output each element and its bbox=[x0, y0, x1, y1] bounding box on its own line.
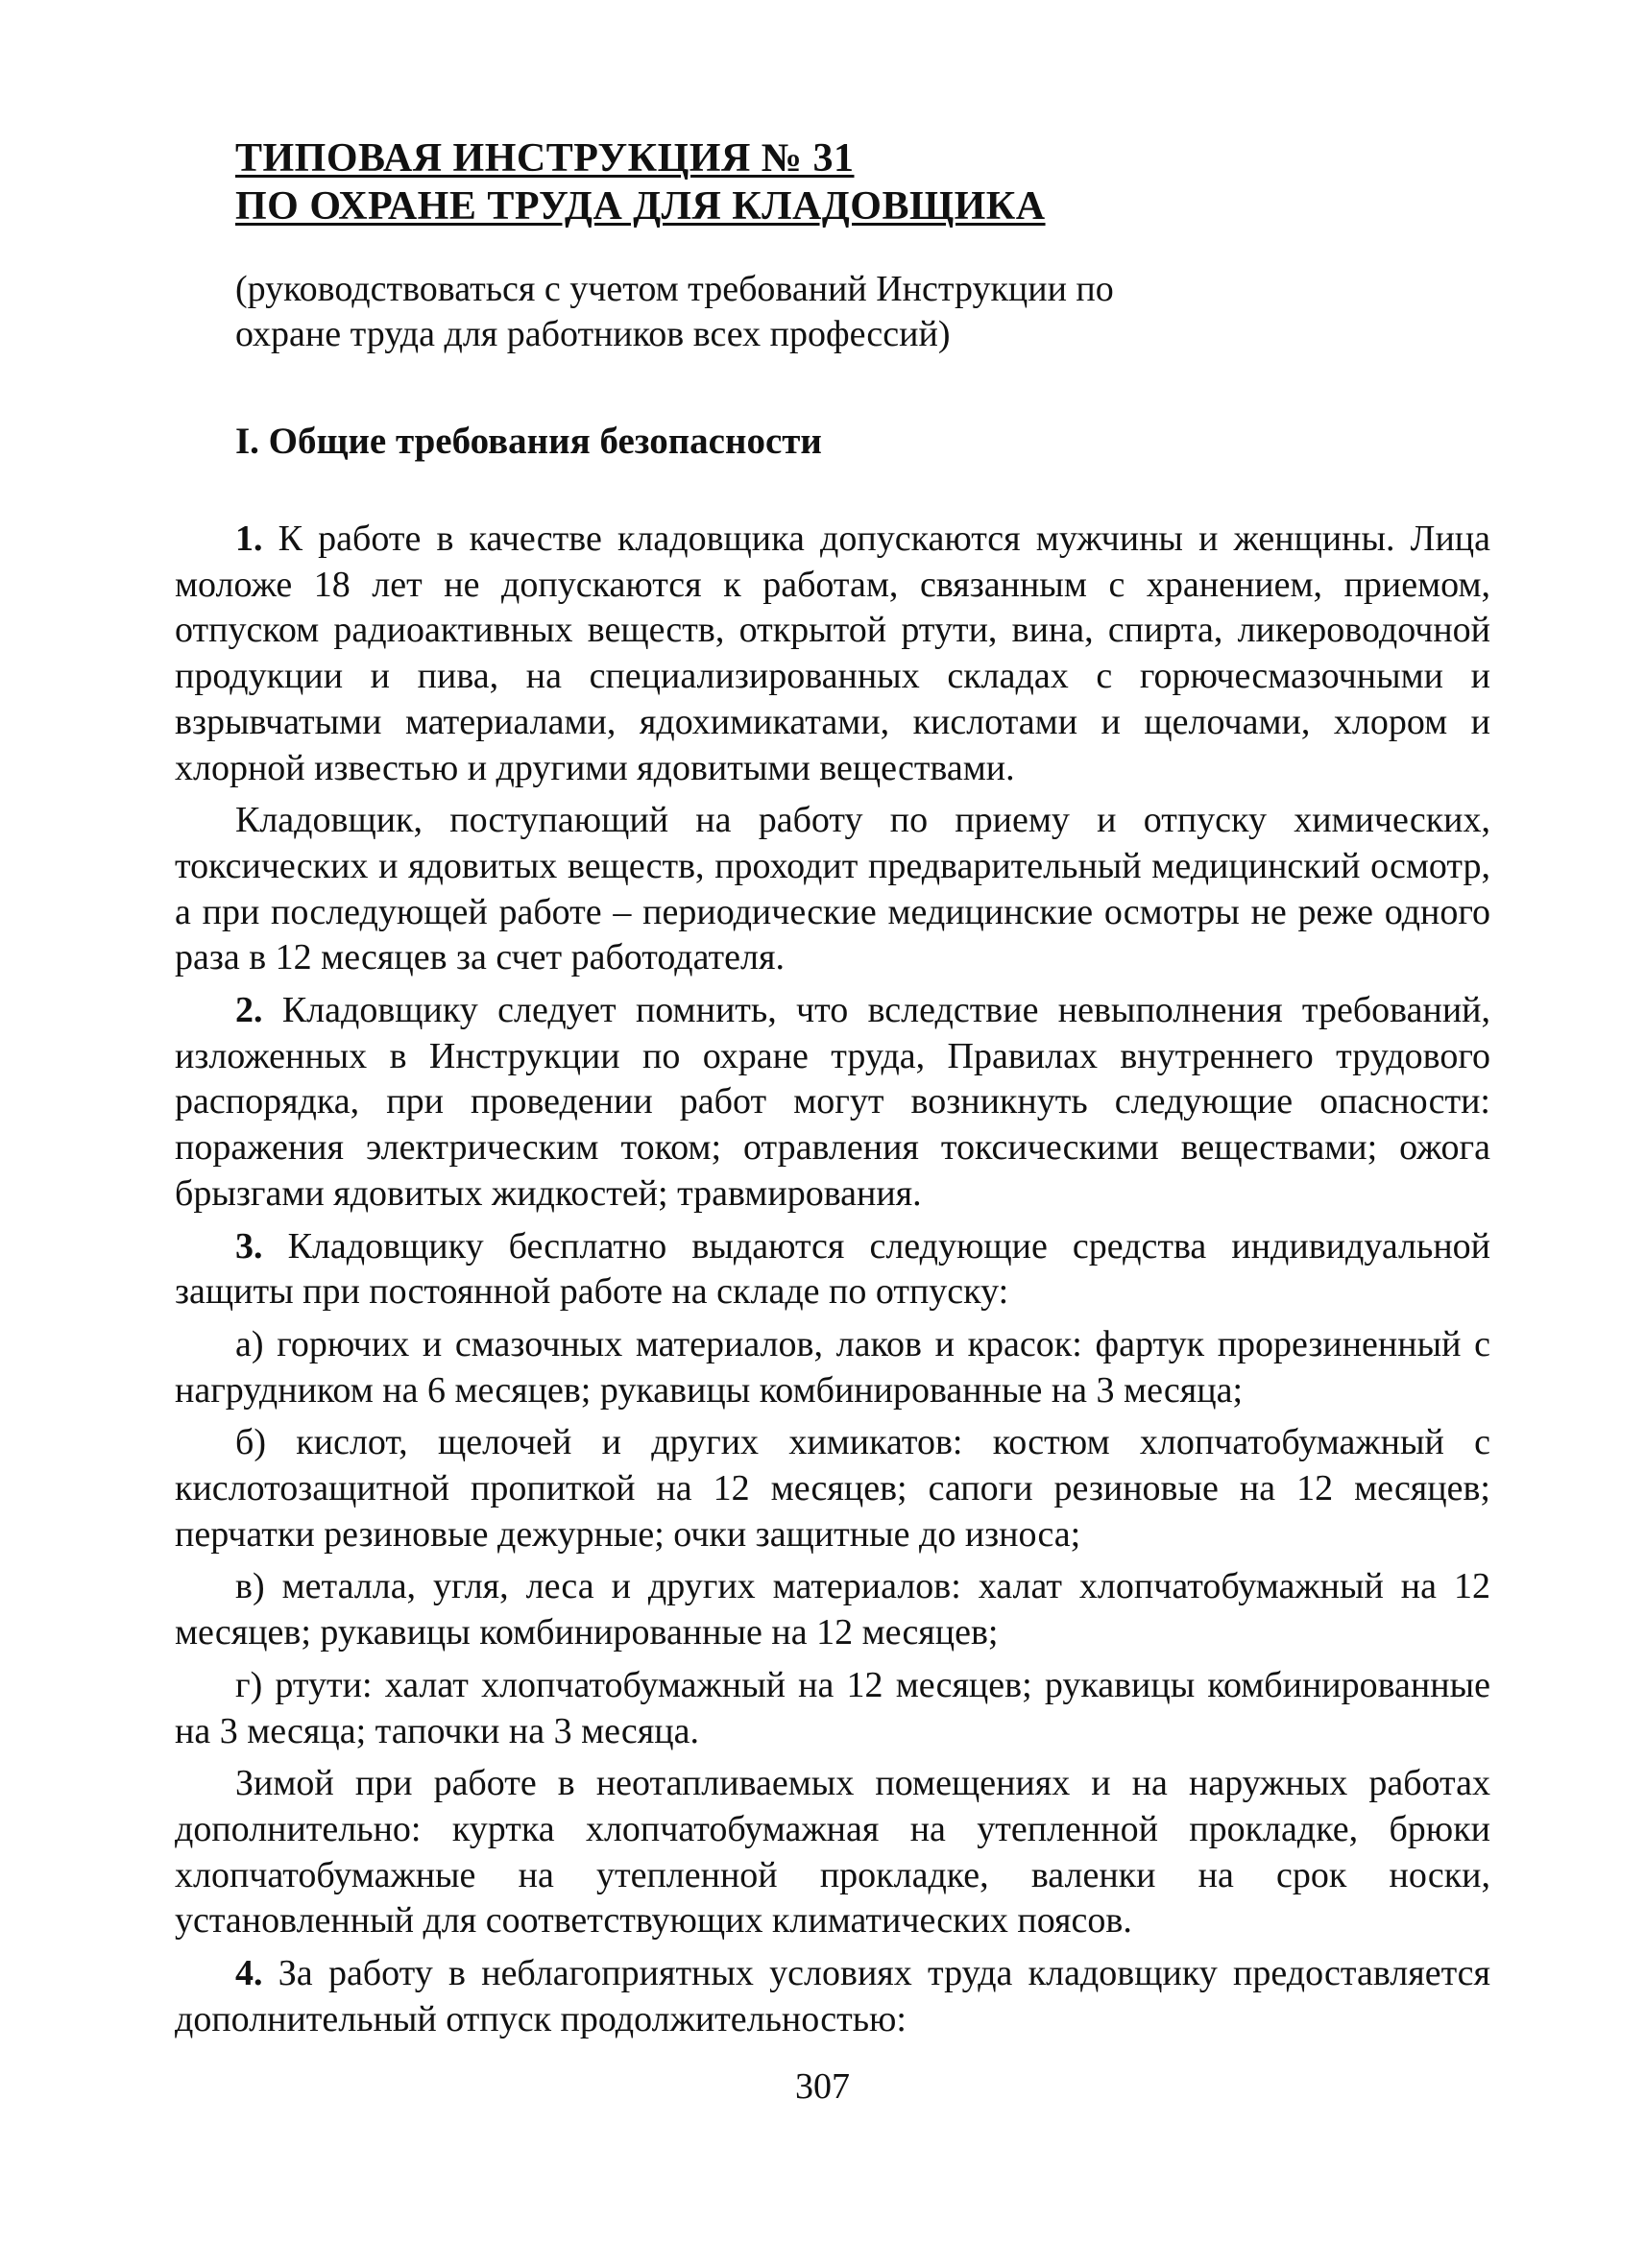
paragraph bbox=[175, 1761, 1490, 1944]
paragraph-number: 3. bbox=[235, 1225, 263, 1267]
paragraph-text: а) горючих и смазочных материалов, лаков и красок: фартук прорезиненный с нагрудником на 6 месяцев; рукавицы комбинированные на 3 месяца; bbox=[175, 1323, 1490, 1411]
paragraph-text: в) металла, угля, леса и других материалов: халат хлопчатобумажный на 12 месяцев; рукавицы комбинированные на 12 месяцев; bbox=[175, 1566, 1490, 1653]
document-page bbox=[175, 134, 1490, 2050]
paragraph bbox=[175, 1564, 1490, 1655]
paragraph-text: Кладовщику следует помнить, что вследствие невыполнения требований, изложенных в Инструкции по охране труда, Правилах внутреннего трудового распорядка, при проведении работ могут возникнуть следующие опасности: поражения электрическим током; отравления токсическими веществами; ожога брызгами ядовитых жидкостей; травмирования. bbox=[175, 990, 1490, 1214]
paragraph-number: 2. bbox=[235, 990, 263, 1031]
paragraph-text: Кладовщику бесплатно выдаются следующие средства индивидуальной защиты при постоянной работе на складе по отпуску: bbox=[175, 1225, 1490, 1313]
paragraph-number: 1. bbox=[235, 519, 263, 559]
paragraph-text: б) кислот, щелочей и других химикатов: костюм хлопчатобумажный с кислотозащитной пропиткой на 12 месяцев; сапоги резиновые на 12 месяцев; перчатки резиновые дежурные; очки защитные до износа; bbox=[175, 1422, 1490, 1555]
title-line-2: ПО ОХРАНЕ ТРУДА ДЛЯ КЛАДОВЩИКА bbox=[235, 184, 1046, 229]
page-number: 307 bbox=[795, 2066, 850, 2107]
paragraph-text: г) ртути: халат хлопчатобумажный на 12 месяцев; рукавицы комбинированные на 3 месяца; тапочки на 3 месяца. bbox=[175, 1664, 1490, 1751]
paragraph bbox=[175, 1663, 1490, 1754]
paragraph bbox=[175, 517, 1490, 791]
title-line-1: ТИПОВАЯ ИНСТРУКЦИЯ № 31 bbox=[235, 136, 855, 181]
paragraph-text: За работу в неблагоприятных условиях труда кладовщику предоставляется дополнительный отпуск продолжительностью: bbox=[175, 1953, 1490, 2039]
paragraph-text: Зимой при работе в неотапливаемых помещениях и на наружных работах дополнительно: куртка хлопчатобумажная на утепленной прокладке, брюки хлопчатобумажные на утепленной прокладке, валенки на срок носки, установленный для соответствующих климатических поясов. bbox=[175, 1763, 1490, 1942]
paragraph-number: 4. bbox=[235, 1953, 263, 1994]
paragraph-text: К работе в качестве кладовщика допускаются мужчины и женщины. Лица моложе 18 лет не допускаются к работам, связанным с хранением, приемом, отпуском радиоактивных веществ, открытой ртути, вина, спирта, ликероводочной продукции и пива, на специализированных складах с горючесмазочными и взрывчатыми материалами, ядохимикатами, кислотами и щелочами, хлором и хлорной известью и другими ядовитыми веществами. bbox=[175, 519, 1490, 788]
section-heading: I. Общие требования безопасности bbox=[235, 421, 822, 462]
subtitle-note: (руководствоваться с учетом требований Инструкции по охране труда для работников всех профессий) bbox=[235, 269, 1114, 354]
paragraph bbox=[175, 1951, 1490, 2042]
paragraph bbox=[175, 1224, 1490, 1315]
paragraph-list bbox=[175, 517, 1490, 2043]
paragraph bbox=[175, 1322, 1490, 1413]
paragraph bbox=[175, 1420, 1490, 1557]
document-title bbox=[235, 134, 1490, 230]
paragraph bbox=[175, 988, 1490, 1218]
paragraph-text: Кладовщик, поступающий на работу по приему и отпуску химических, токсических и ядовитых веществ, проходит предварительный медицинский осмотр, а при последующей работе – периодические медицинские осмотры не реже одного раза в 12 месяцев за счет работодателя. bbox=[175, 800, 1490, 978]
paragraph bbox=[175, 798, 1490, 981]
